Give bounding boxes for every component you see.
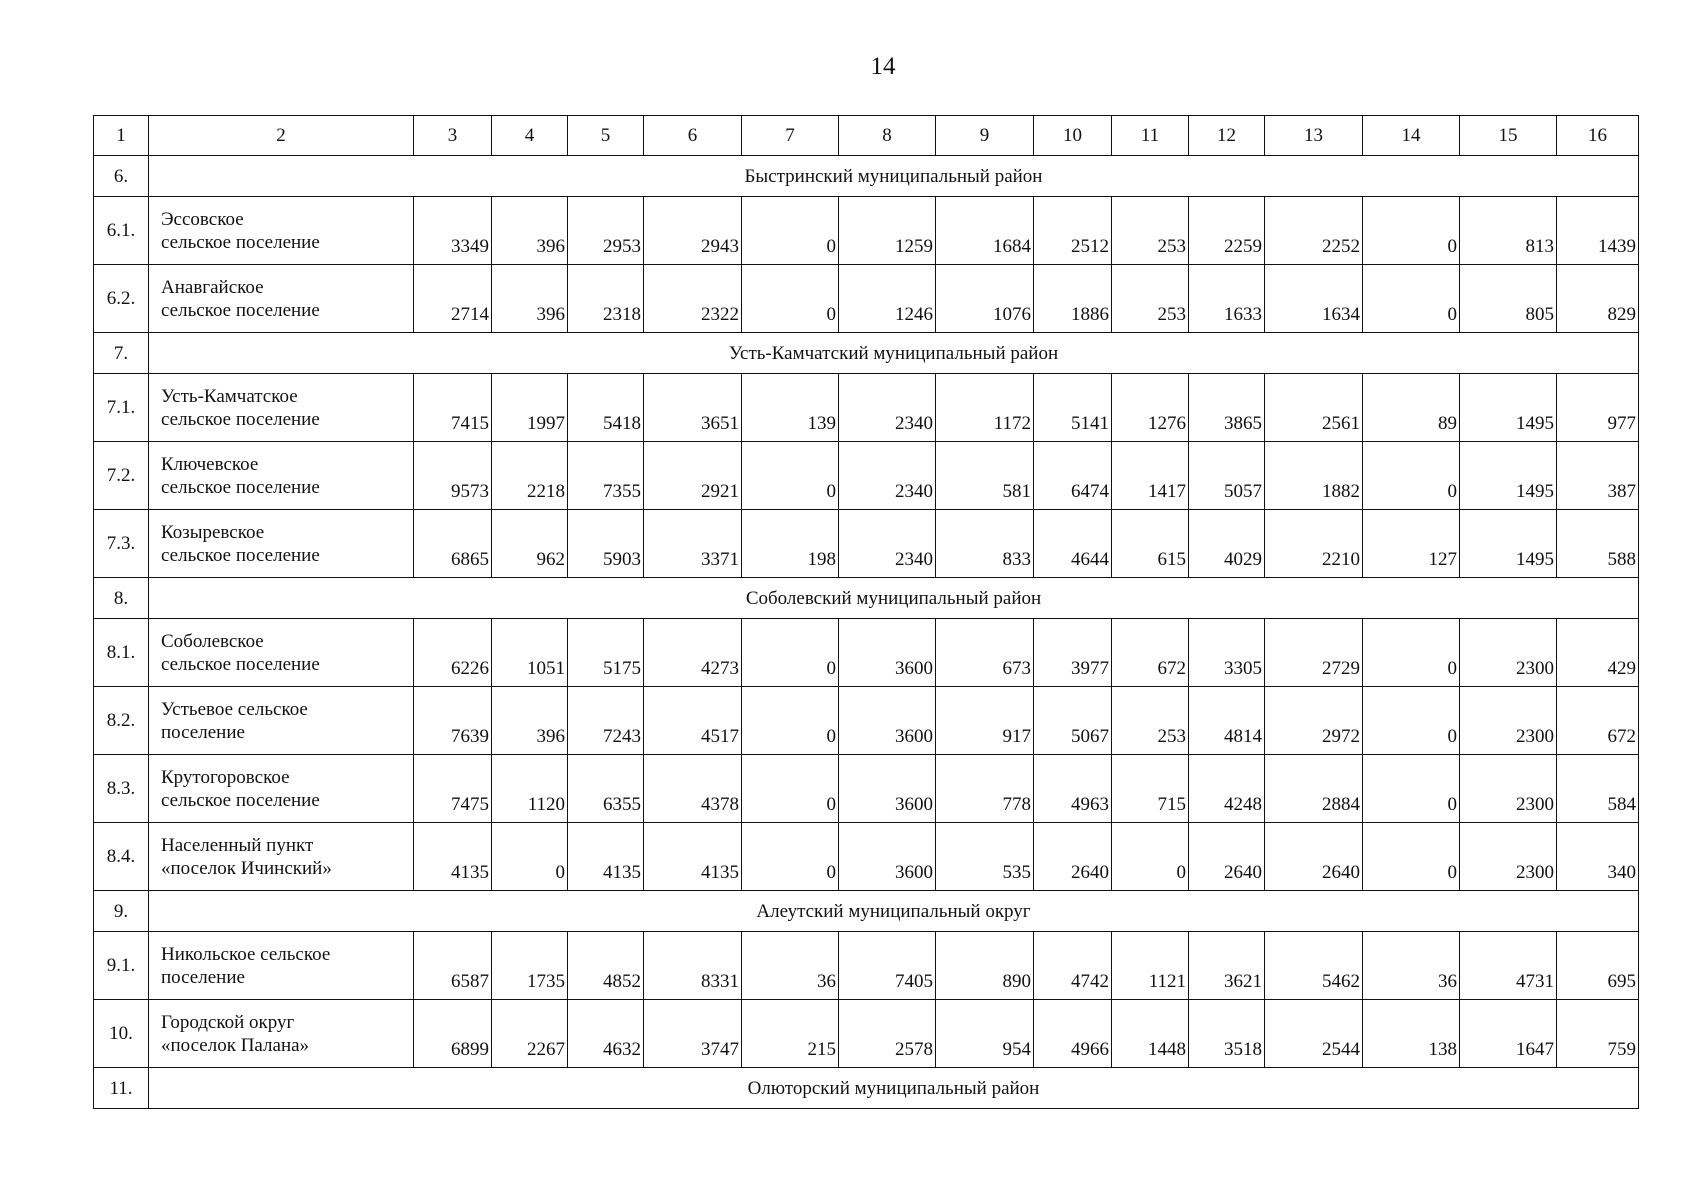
value-cell: 2729 — [1265, 619, 1363, 687]
settlement-name — [149, 755, 414, 823]
value-cell: 396 — [492, 687, 568, 755]
value-cell: 138 — [1363, 1000, 1460, 1068]
value-cell: 4248 — [1189, 755, 1265, 823]
settlement-name — [149, 374, 414, 442]
value-cell: 0 — [742, 197, 839, 265]
row-number: 8. — [94, 578, 149, 619]
column-header: 9 — [936, 116, 1034, 156]
value-cell: 615 — [1112, 510, 1189, 578]
column-header: 10 — [1034, 116, 1112, 156]
value-cell: 2322 — [644, 265, 742, 333]
value-cell: 1495 — [1460, 374, 1557, 442]
table-row — [94, 823, 1639, 891]
table-row — [94, 197, 1639, 265]
column-header: 1 — [94, 116, 149, 156]
value-cell: 672 — [1112, 619, 1189, 687]
value-cell: 1634 — [1265, 265, 1363, 333]
value-cell: 396 — [492, 197, 568, 265]
value-cell: 0 — [1363, 619, 1460, 687]
value-cell: 4966 — [1034, 1000, 1112, 1068]
settlement-name-line: сельское поселение — [161, 231, 320, 253]
value-cell: 1997 — [492, 374, 568, 442]
row-number: 8.1. — [94, 619, 149, 687]
value-cell: 0 — [742, 687, 839, 755]
value-cell: 977 — [1557, 374, 1639, 442]
value-cell: 0 — [742, 755, 839, 823]
column-header: 8 — [839, 116, 936, 156]
value-cell: 215 — [742, 1000, 839, 1068]
value-cell: 253 — [1112, 197, 1189, 265]
value-cell: 4852 — [568, 932, 644, 1000]
value-cell: 0 — [742, 823, 839, 891]
value-cell: 4644 — [1034, 510, 1112, 578]
section-row — [94, 1068, 1639, 1109]
table-row — [94, 442, 1639, 510]
value-cell: 5067 — [1034, 687, 1112, 755]
value-cell: 1448 — [1112, 1000, 1189, 1068]
section-title: Соболевский муниципальный район — [149, 578, 1639, 619]
settlement-name-line: Крутогоровское — [161, 766, 290, 788]
value-cell: 3651 — [644, 374, 742, 442]
value-cell: 759 — [1557, 1000, 1639, 1068]
value-cell: 954 — [936, 1000, 1034, 1068]
value-cell: 4814 — [1189, 687, 1265, 755]
row-number: 7.3. — [94, 510, 149, 578]
value-cell: 2640 — [1265, 823, 1363, 891]
settlement-name-line: поселение — [161, 721, 245, 743]
value-cell: 7475 — [414, 755, 492, 823]
row-number: 6.1. — [94, 197, 149, 265]
column-header: 14 — [1363, 116, 1460, 156]
value-cell: 2218 — [492, 442, 568, 510]
value-cell: 2340 — [839, 510, 936, 578]
value-cell: 2953 — [568, 197, 644, 265]
settlement-name-line: «поселок Ичинский» — [161, 857, 332, 879]
value-cell: 5057 — [1189, 442, 1265, 510]
value-cell: 1051 — [492, 619, 568, 687]
row-number: 10. — [94, 1000, 149, 1068]
value-cell: 4135 — [568, 823, 644, 891]
value-cell: 3518 — [1189, 1000, 1265, 1068]
value-cell: 0 — [1363, 823, 1460, 891]
settlement-name — [149, 823, 414, 891]
table-row — [94, 755, 1639, 823]
value-cell: 7243 — [568, 687, 644, 755]
settlement-name-line: Городской округ — [161, 1011, 295, 1033]
column-header: 7 — [742, 116, 839, 156]
value-cell: 3621 — [1189, 932, 1265, 1000]
settlement-name-line: Никольское сельское — [161, 943, 331, 965]
settlement-name-line: сельское поселение — [161, 299, 320, 321]
value-cell: 5141 — [1034, 374, 1112, 442]
value-cell: 4135 — [644, 823, 742, 891]
table-row — [94, 374, 1639, 442]
value-cell: 3371 — [644, 510, 742, 578]
value-cell: 0 — [742, 442, 839, 510]
value-cell: 3305 — [1189, 619, 1265, 687]
value-cell: 4517 — [644, 687, 742, 755]
value-cell: 5903 — [568, 510, 644, 578]
value-cell: 2210 — [1265, 510, 1363, 578]
row-number: 8.3. — [94, 755, 149, 823]
value-cell: 396 — [492, 265, 568, 333]
value-cell: 2578 — [839, 1000, 936, 1068]
column-header: 11 — [1112, 116, 1189, 156]
value-cell: 2340 — [839, 374, 936, 442]
value-cell: 36 — [742, 932, 839, 1000]
value-cell: 3865 — [1189, 374, 1265, 442]
data-table — [93, 115, 1639, 1109]
value-cell: 4135 — [414, 823, 492, 891]
table-row — [94, 1000, 1639, 1068]
value-cell: 0 — [492, 823, 568, 891]
value-cell: 962 — [492, 510, 568, 578]
value-cell: 813 — [1460, 197, 1557, 265]
value-cell: 3600 — [839, 619, 936, 687]
table-body — [94, 116, 1639, 1109]
column-header: 12 — [1189, 116, 1265, 156]
value-cell: 2544 — [1265, 1000, 1363, 1068]
value-cell: 253 — [1112, 687, 1189, 755]
settlement-name-line: Козыревское — [161, 521, 265, 543]
settlement-name-line: Населенный пункт — [161, 834, 314, 856]
value-cell: 2300 — [1460, 755, 1557, 823]
value-cell: 0 — [1363, 265, 1460, 333]
value-cell: 253 — [1112, 265, 1189, 333]
row-number: 7.1. — [94, 374, 149, 442]
value-cell: 2714 — [414, 265, 492, 333]
row-number: 9. — [94, 891, 149, 932]
section-row — [94, 156, 1639, 197]
value-cell: 2340 — [839, 442, 936, 510]
value-cell: 1246 — [839, 265, 936, 333]
table-row — [94, 619, 1639, 687]
value-cell: 2921 — [644, 442, 742, 510]
section-row — [94, 578, 1639, 619]
value-cell: 4378 — [644, 755, 742, 823]
value-cell: 4029 — [1189, 510, 1265, 578]
value-cell: 429 — [1557, 619, 1639, 687]
value-cell: 833 — [936, 510, 1034, 578]
value-cell: 672 — [1557, 687, 1639, 755]
value-cell: 1417 — [1112, 442, 1189, 510]
settlement-name — [149, 687, 414, 755]
value-cell: 917 — [936, 687, 1034, 755]
value-cell: 127 — [1363, 510, 1460, 578]
value-cell: 198 — [742, 510, 839, 578]
settlement-name — [149, 442, 414, 510]
value-cell: 4731 — [1460, 932, 1557, 1000]
settlement-name-line: сельское поселение — [161, 544, 320, 566]
value-cell: 3977 — [1034, 619, 1112, 687]
table-row — [94, 687, 1639, 755]
value-cell: 89 — [1363, 374, 1460, 442]
value-cell: 3747 — [644, 1000, 742, 1068]
settlement-name-line: Устьевое сельское — [161, 698, 308, 720]
row-number: 9.1. — [94, 932, 149, 1000]
column-header: 4 — [492, 116, 568, 156]
value-cell: 387 — [1557, 442, 1639, 510]
value-cell: 890 — [936, 932, 1034, 1000]
value-cell: 2318 — [568, 265, 644, 333]
value-cell: 4632 — [568, 1000, 644, 1068]
value-cell: 6587 — [414, 932, 492, 1000]
page-number: 14 — [870, 53, 896, 80]
section-row — [94, 891, 1639, 932]
value-cell: 829 — [1557, 265, 1639, 333]
column-header: 16 — [1557, 116, 1639, 156]
value-cell: 1882 — [1265, 442, 1363, 510]
settlement-name-line: поселение — [161, 966, 245, 988]
value-cell: 3349 — [414, 197, 492, 265]
value-cell: 2300 — [1460, 823, 1557, 891]
value-cell: 7405 — [839, 932, 936, 1000]
value-cell: 0 — [742, 619, 839, 687]
value-cell: 6865 — [414, 510, 492, 578]
value-cell: 6899 — [414, 1000, 492, 1068]
value-cell: 1684 — [936, 197, 1034, 265]
section-row — [94, 333, 1639, 374]
column-header: 2 — [149, 116, 414, 156]
value-cell: 1633 — [1189, 265, 1265, 333]
value-cell: 673 — [936, 619, 1034, 687]
value-cell: 0 — [1363, 442, 1460, 510]
value-cell: 4742 — [1034, 932, 1112, 1000]
column-header: 6 — [644, 116, 742, 156]
value-cell: 2259 — [1189, 197, 1265, 265]
value-cell: 6474 — [1034, 442, 1112, 510]
settlement-name — [149, 265, 414, 333]
value-cell: 6355 — [568, 755, 644, 823]
settlement-name-line: сельское поселение — [161, 789, 320, 811]
value-cell: 7639 — [414, 687, 492, 755]
header-row — [94, 116, 1639, 156]
section-title: Усть-Камчатский муниципальный район — [149, 333, 1639, 374]
value-cell: 2561 — [1265, 374, 1363, 442]
settlement-name — [149, 619, 414, 687]
value-cell: 1495 — [1460, 510, 1557, 578]
value-cell: 5462 — [1265, 932, 1363, 1000]
value-cell: 6226 — [414, 619, 492, 687]
value-cell: 2640 — [1034, 823, 1112, 891]
settlement-name-line: Ключевское — [161, 453, 259, 475]
value-cell: 2300 — [1460, 619, 1557, 687]
value-cell: 715 — [1112, 755, 1189, 823]
value-cell: 1276 — [1112, 374, 1189, 442]
value-cell: 584 — [1557, 755, 1639, 823]
table-row — [94, 265, 1639, 333]
column-header: 13 — [1265, 116, 1363, 156]
value-cell: 0 — [742, 265, 839, 333]
settlement-name — [149, 932, 414, 1000]
table-row — [94, 510, 1639, 578]
row-number: 8.4. — [94, 823, 149, 891]
row-number: 6. — [94, 156, 149, 197]
value-cell: 9573 — [414, 442, 492, 510]
value-cell: 805 — [1460, 265, 1557, 333]
settlement-name-line: сельское поселение — [161, 653, 320, 675]
value-cell: 4273 — [644, 619, 742, 687]
settlement-name — [149, 197, 414, 265]
value-cell: 0 — [1363, 687, 1460, 755]
row-number: 8.2. — [94, 687, 149, 755]
settlement-name-line: «поселок Палана» — [161, 1034, 310, 1056]
value-cell: 1076 — [936, 265, 1034, 333]
value-cell: 2943 — [644, 197, 742, 265]
value-cell: 695 — [1557, 932, 1639, 1000]
table-row — [94, 932, 1639, 1000]
value-cell: 1172 — [936, 374, 1034, 442]
row-number: 6.2. — [94, 265, 149, 333]
value-cell: 535 — [936, 823, 1034, 891]
column-header: 5 — [568, 116, 644, 156]
row-number: 7.2. — [94, 442, 149, 510]
value-cell: 2884 — [1265, 755, 1363, 823]
value-cell: 1121 — [1112, 932, 1189, 1000]
value-cell: 0 — [1112, 823, 1189, 891]
settlement-name — [149, 510, 414, 578]
value-cell: 1735 — [492, 932, 568, 1000]
value-cell: 2300 — [1460, 687, 1557, 755]
value-cell: 0 — [1363, 197, 1460, 265]
section-title: Быстринский муниципальный район — [149, 156, 1639, 197]
column-header: 15 — [1460, 116, 1557, 156]
section-title: Олюторский муниципальный район — [149, 1068, 1639, 1109]
value-cell: 1120 — [492, 755, 568, 823]
value-cell: 2640 — [1189, 823, 1265, 891]
settlement-name — [149, 1000, 414, 1068]
value-cell: 3600 — [839, 687, 936, 755]
column-header: 3 — [414, 116, 492, 156]
value-cell: 4963 — [1034, 755, 1112, 823]
value-cell: 1259 — [839, 197, 936, 265]
value-cell: 0 — [1363, 755, 1460, 823]
value-cell: 2267 — [492, 1000, 568, 1068]
settlement-name-line: Усть-Камчатское — [161, 385, 298, 407]
value-cell: 8331 — [644, 932, 742, 1000]
section-title: Алеутский муниципальный округ — [149, 891, 1639, 932]
settlement-name-line: Эссовское — [161, 208, 244, 230]
value-cell: 1495 — [1460, 442, 1557, 510]
value-cell: 7355 — [568, 442, 644, 510]
value-cell: 778 — [936, 755, 1034, 823]
value-cell: 588 — [1557, 510, 1639, 578]
settlement-name-line: сельское поселение — [161, 476, 320, 498]
value-cell: 5418 — [568, 374, 644, 442]
value-cell: 3600 — [839, 755, 936, 823]
value-cell: 2972 — [1265, 687, 1363, 755]
value-cell: 581 — [936, 442, 1034, 510]
value-cell: 2252 — [1265, 197, 1363, 265]
value-cell: 340 — [1557, 823, 1639, 891]
value-cell: 36 — [1363, 932, 1460, 1000]
value-cell: 3600 — [839, 823, 936, 891]
value-cell: 1439 — [1557, 197, 1639, 265]
value-cell: 1886 — [1034, 265, 1112, 333]
settlement-name-line: Анавгайское — [161, 276, 264, 298]
value-cell: 2512 — [1034, 197, 1112, 265]
value-cell: 7415 — [414, 374, 492, 442]
value-cell: 1647 — [1460, 1000, 1557, 1068]
row-number: 11. — [94, 1068, 149, 1109]
settlement-name-line: Соболевское — [161, 630, 264, 652]
value-cell: 139 — [742, 374, 839, 442]
settlement-name-line: сельское поселение — [161, 408, 320, 430]
row-number: 7. — [94, 333, 149, 374]
value-cell: 5175 — [568, 619, 644, 687]
